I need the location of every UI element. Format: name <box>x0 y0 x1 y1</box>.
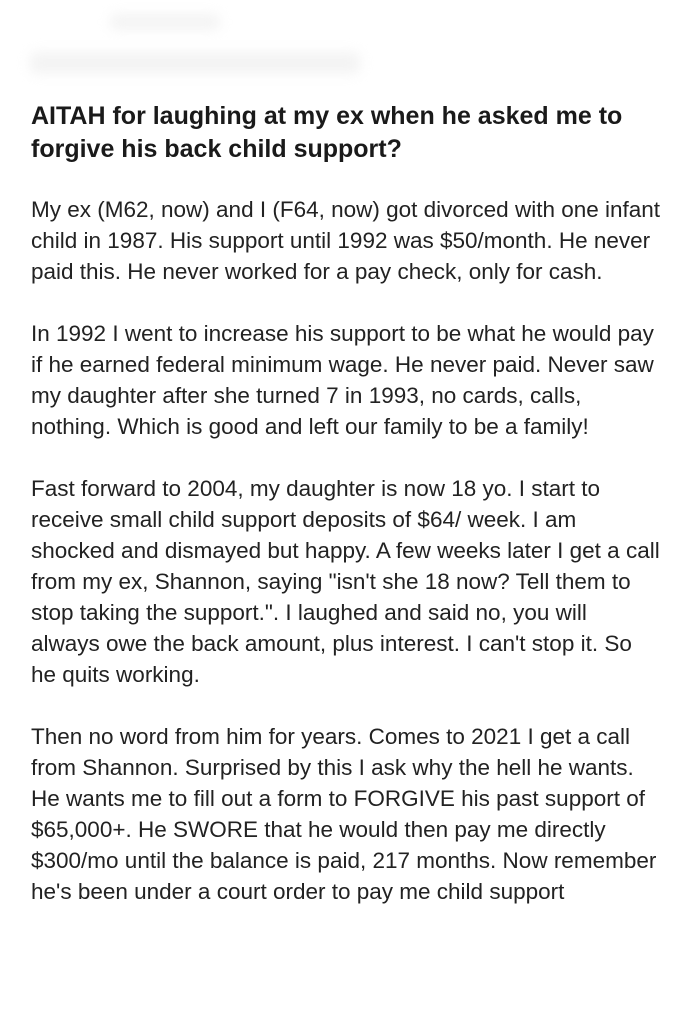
post-paragraph-2: In 1992 I went to increase his support to be what he would pay if he earned federal minimum wage. He never paid. Never saw my daughter after she turned 7 in 1993, no cards, calls, nothing. Which is good and left our family to be a family! <box>31 321 654 439</box>
post-body <box>31 194 661 938</box>
post-title: AITAH for laughing at my ex when he asked me to forgive his back child support? <box>31 102 623 163</box>
blurred-subreddit <box>30 52 360 74</box>
post-paragraph-3: Fast forward to 2004, my daughter is now 18 yo. I start to receive small child support deposits of $64/ week. I am shocked and dismayed but happy. A few weeks later I get a call from my ex, Shannon, saying "isn't she 18 now? Tell them to stop taking the support.". I laughed and said no, you will always owe the back amount, plus interest. I can't stop it. So he quits working. <box>31 476 660 687</box>
blurred-username <box>110 14 220 30</box>
post-paragraph-4: Then no word from him for years. Comes to 2021 I get a call from Shannon. Surprised by this I ask why the hell he wants. He wants me to fill out a form to FORGIVE his past support of $65,000+. He SWORE that he would then pay me directly $300/mo until the balance is paid, 217 months. Now remember he's been under a court order to pay me child support <box>31 724 657 904</box>
post-paragraph-1: My ex (M62, now) and I (F64, now) got divorced with one infant child in 1987. His support until 1992 was $50/month. He never paid this. He never worked for a pay check, only for cash. <box>31 197 661 284</box>
blurred-header <box>30 0 490 92</box>
